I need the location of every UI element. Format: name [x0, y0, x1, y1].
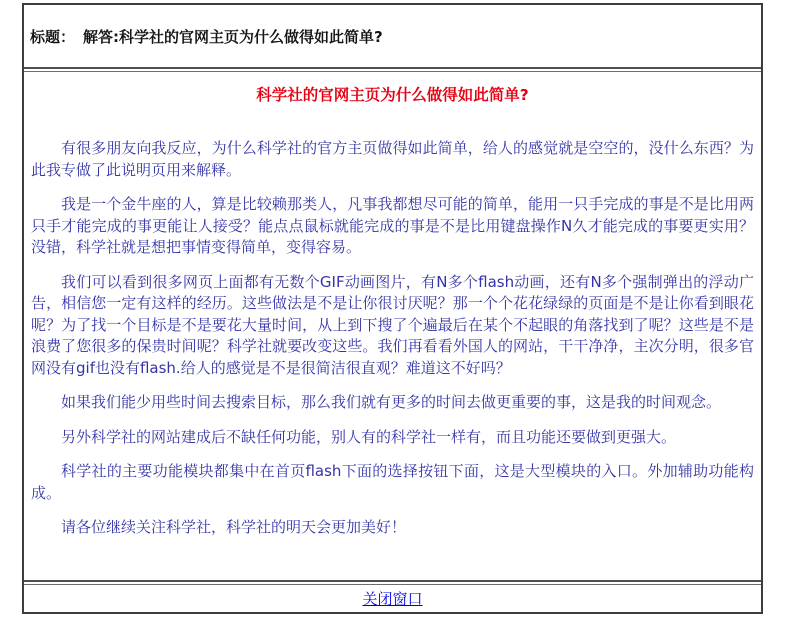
title-bar	[24, 5, 761, 67]
article-body	[24, 72, 761, 580]
footer-bar	[24, 585, 761, 612]
article-window	[22, 3, 763, 614]
body-paragraph: 我是一个金牛座的人，算是比较赖那类人，凡事我都想尽可能的简单，能用一只手完成的事是不是比用两只手才能完成的事更能让人接受？能点点鼠标就能完成的事是不是比用键盘操作N久才能完成的事要更实用？没错，科学社就是想把事情变得简单，变得容易。	[31, 195, 754, 256]
body-paragraph: 请各位继续关注科学社，科学社的明天会更加美好！	[61, 518, 407, 536]
body-paragraph: 如果我们能少用些时间去搜索目标，那么我们就有更多的时间去做更重要的事，这是我的时间观念。	[61, 393, 722, 411]
close-window-link[interactable]: 关闭窗口	[362, 590, 423, 608]
body-paragraph: 科学社的主要功能模块都集中在首页flash下面的选择按钮下面，这是大型模块的入口。外加辅助功能构成。	[31, 462, 754, 502]
title-bar-label: 标题：	[30, 27, 76, 46]
title-bar-text: 解答:科学社的官网主页为什么做得如此简单?	[83, 27, 383, 46]
body-paragraph: 有很多朋友向我反应，为什么科学社的官方主页做得如此简单，给人的感觉就是空空的，没什么东西？为此我专做了此说明页用来解释。	[31, 139, 754, 179]
body-paragraph: 另外科学社的网站建成后不缺任何功能，别人有的科学社一样有，而且功能还要做到更强大。	[61, 427, 677, 446]
body-paragraph: 我们可以看到很多网页上面都有无数个GIF动画图片，有N多个flash动画，还有N多个强制弹出的浮动广告，相信您一定有这样的经历。这些做法是不是让你很讨厌呢？那一个个花花绿绿的页面是不是让你看到眼花呢？为了找一个目标是不是要花大量时间，从上到下搜了个遍最后在某个不起眼的角落找到了呢？这些是不是浪费了您很多的保贵时间呢？科学社就要改变这些。我们再看看外国人的网站，干干净净，主次分明，很多官网没有gif也没有flash.给人的感觉是不是很简洁很直观？难道这不好吗？	[31, 272, 754, 377]
paragraph-list	[31, 138, 754, 539]
article-heading: 科学社的官网主页为什么做得如此简单?	[256, 86, 529, 104]
